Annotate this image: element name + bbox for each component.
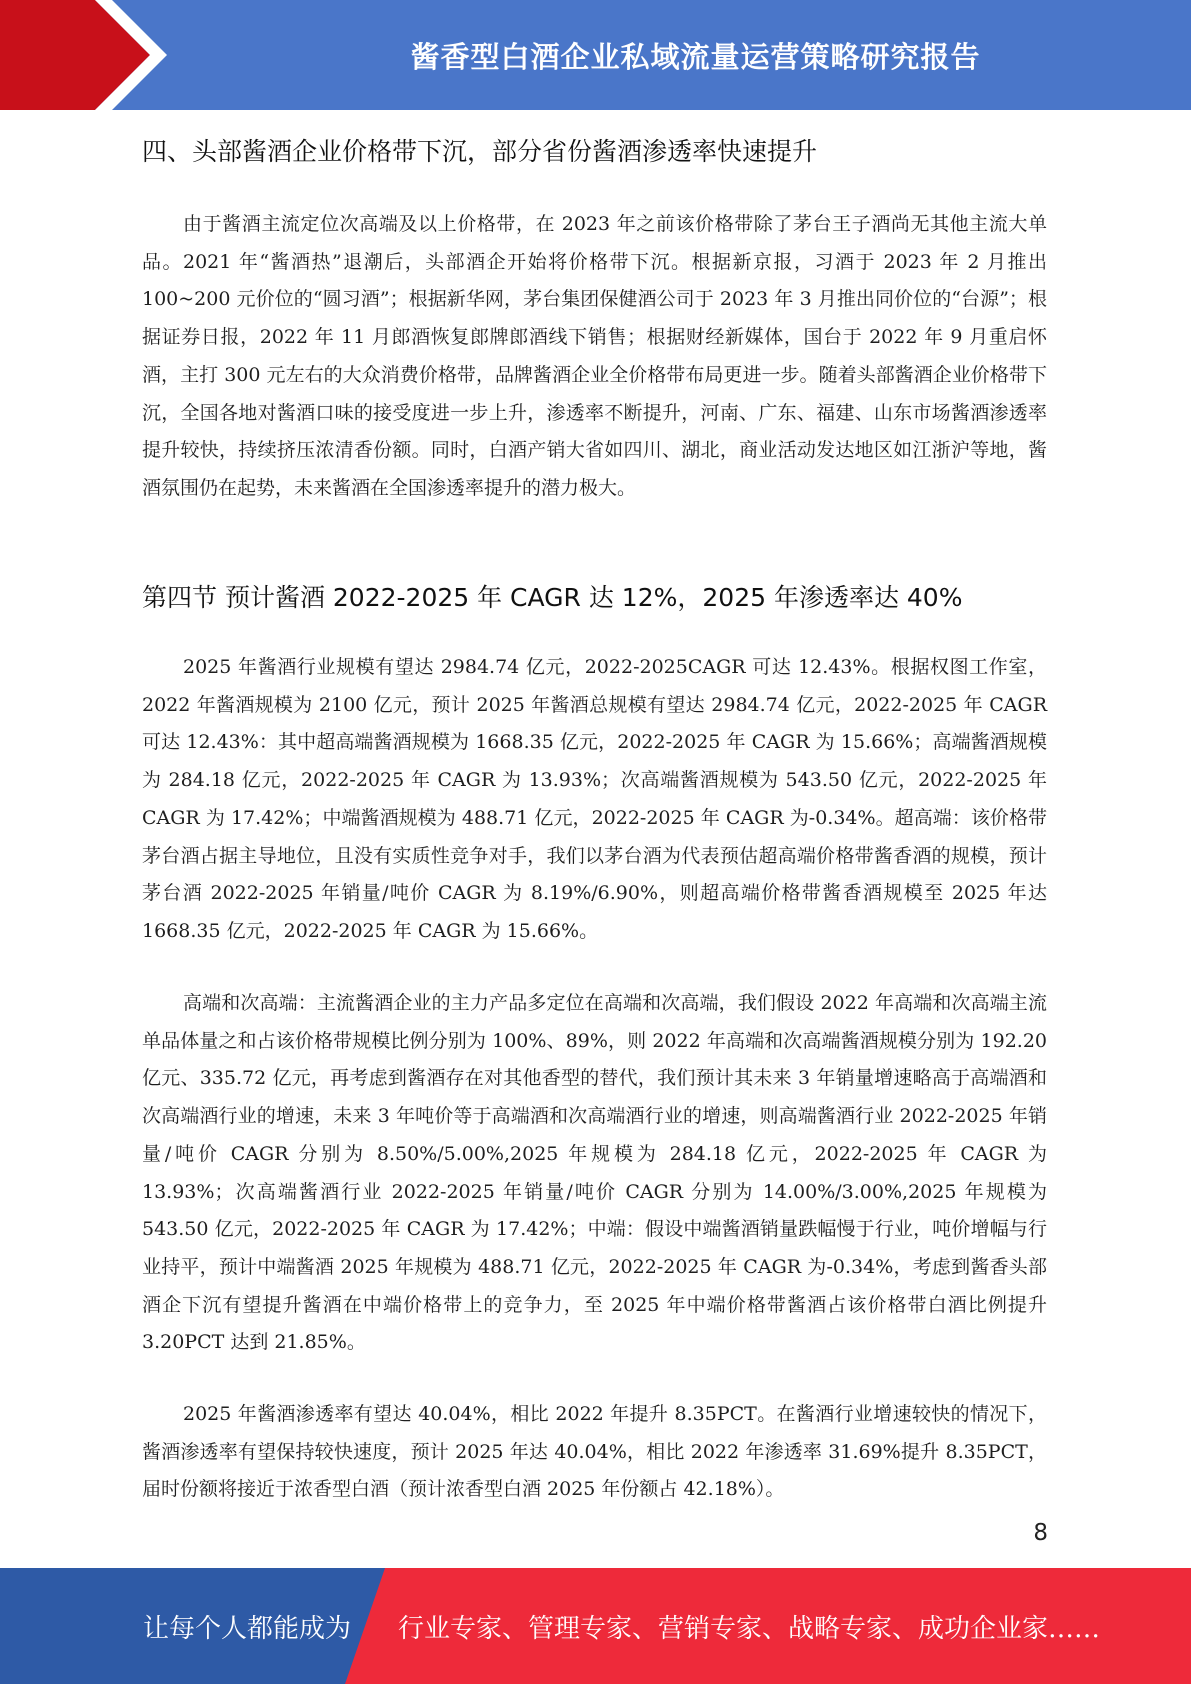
section-heading-fourth-node: 第四节 预计酱酒 2022-2025 年 CAGR 达 12%，2025 年渗透率达 40% — [142, 583, 963, 612]
report-title: 酱香型白酒企业私域流量运营策略研究报告 — [410, 39, 981, 74]
paragraph: 由于酱酒主流定位次高端及以上价格带，在 2023 年之前该价格带除了茅台王子酒尚无其他主流大单品。2021 年“酱酒热”退潮后，头部酒企开始将价格带下沉。根据新京报，习酒于 2023 年 2 月推出 100~200 元价位的“圆习酒”；根据新华网，茅台集团保健酒公司于 2023 年 3 月推出同价位的“台源”；根据证券日报，2022 年 11 月郎酒恢复郎牌郎酒线下销售；根据财经新媒体，国台于 2022 年 9 月重启怀酒，主打 300 元左右的大众消费价格带，品牌酱酒企业全价格带布局更进一步。随着头部酱酒企业价格带下沉，全国各地对酱酒口味的接受度进一步上升，渗透率不断提升，河南、广东、福建、山东市场酱酒渗透率提升较快，持续挤压浓清香份额。同时，白酒产销大省如四川、湖北，商业活动发达地区如江浙沪等地，酱酒氛围仍在起势，未来酱酒在全国渗透率提升的潜力极大。 — [142, 213, 1047, 499]
paragraph: 高端和次高端：主流酱酒企业的主力产品多定位在高端和次高端，我们假设 2022 年高端和次高端主流单品体量之和占该价格带规模比例分别为 100%、89%，则 2022 年高端和次高端酱酒规模分别为 192.20 亿元、335.72 亿元，再考虑到酱酒存在对其他香型的替代，我们预计其未来 3 年销量增速略高于高端酒和次高端酒行业的增速，未来 3 年吨价等于高端酒和次高端酒行业的增速，则高端酱酒行业 2022-2025 年销量/吨价 CAGR 分别为 8.50%/5.00%,2025 年规模为 284.18 亿元，2022-2025 年 CAGR 为 13.93%；次高端酱酒行业 2022-2025 年销量/吨价 CAGR 分别为 14.00%/3.00%,2025 年规模为 543.50 亿元，2022-2025 年 CAGR 为 17.42%；中端：假设中端酱酒销量跌幅慢于行业，吨价增幅与行业持平，预计中端酱酒 2025 年规模为 488.71 亿元，2022-2025 年 CAGR 为-0.34%，考虑到酱香头部酒企下沉有望提升酱酒在中端价格带上的竞争力，至 2025 年中端价格带酱酒占该价格带白酒比例提升 3.20PCT 达到 21.85%。 — [142, 992, 1047, 1354]
header-banner — [0, 0, 1191, 110]
footer-banner — [0, 1568, 1191, 1684]
footer-slogan-right: 行业专家、管理专家、营销专家、战略专家、成功企业家…… — [398, 1613, 1101, 1644]
page-number: 8 — [1033, 1520, 1048, 1546]
footer-slogan-left: 让每个人都能成为 — [143, 1613, 352, 1644]
section-heading-four: 四、头部酱酒企业价格带下沉，部分省份酱酒渗透率快速提升 — [142, 137, 818, 166]
paragraph: 2025 年酱酒渗透率有望达 40.04%，相比 2022 年提升 8.35PCT。在酱酒行业增速较快的情况下，酱酒渗透率有望保持较快速度，预计 2025 年达 40.04%，相比 2022 年渗透率 31.69%提升 8.35PCT，届时份额将接近于浓香型白酒（预计浓香型白酒 2025 年份额占 42.18%）。 — [142, 1403, 1047, 1501]
paragraph: 2025 年酱酒行业规模有望达 2984.74 亿元，2022-2025CAGR 可达 12.43%。根据权图工作室，2022 年酱酒规模为 2100 亿元，预计 2025 年酱酒总规模有望达 2984.74 亿元，2022-2025 年 CAGR 可达 12.43%：其中超高端酱酒规模为 1668.35 亿元，2022-2025 年 CAGR 为 15.66%；高端酱酒规模为 284.18 亿元，2022-2025 年 CAGR 为 13.93%；次高端酱酒规模为 543.50 亿元，2022-2025 年 CAGR 为 17.42%；中端酱酒规模为 488.71 亿元，2022-2025 年 CAGR 为-0.34%。超高端：该价格带茅台酒占据主导地位，且没有实质性竞争对手，我们以茅台酒为代表预估超高端价格带酱香酒的规模，预计茅台酒 2022-2025 年销量/吨价 CAGR 为 8.19%/6.90%，则超高端价格带酱香酒规模至 2025 年达 1668.35 亿元，2022-2025 年 CAGR 为 15.66%。 — [142, 656, 1047, 942]
